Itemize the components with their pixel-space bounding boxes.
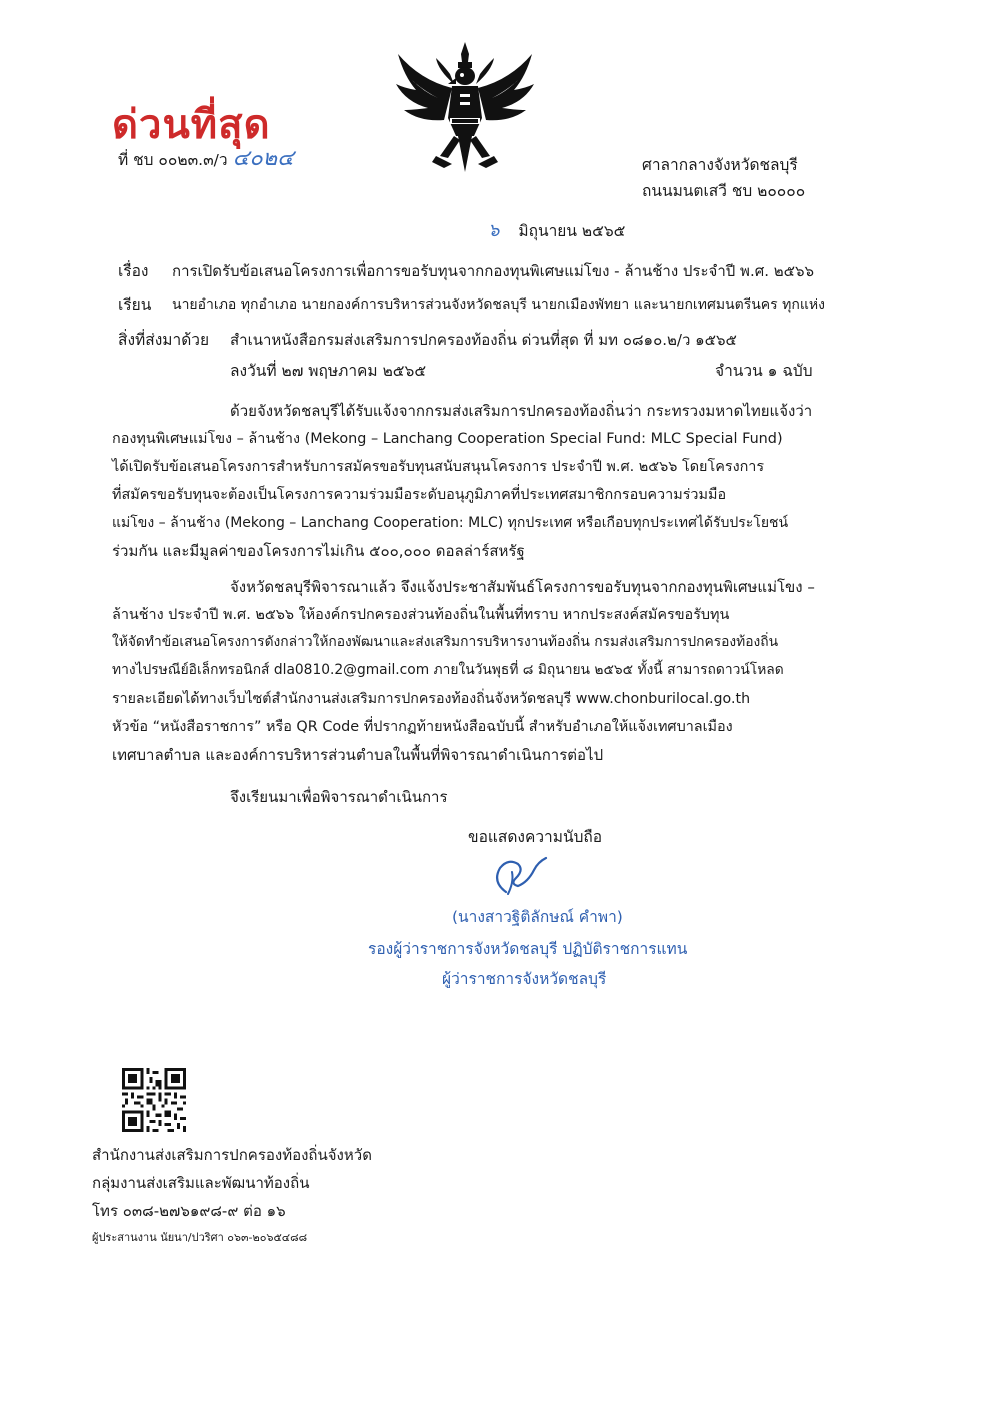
regards-text: ขอแสดงความนับถือ: [468, 828, 603, 846]
urgent-stamp: ด่วนที่สุด: [112, 101, 271, 148]
footer-coordinator: ผู้ประสานงาน นัยนา/ปวริศา ๐๖๓-๒๐๖๕๔๘๘: [92, 1231, 308, 1244]
reference-handwritten-number: ๔๐๒๔: [232, 146, 294, 171]
signatory-title-2: ผู้ว่าราชการจังหวัดชลบุรี: [442, 970, 607, 988]
footer-phone: โทร ๐๓๘-๒๗๖๑๙๘-๙ ต่อ ๑๖: [92, 1202, 286, 1220]
footer-office: สำนักงานส่งเสริมการปกครองท้องถิ่นจังหวัด: [92, 1146, 372, 1164]
paragraph-line: รายละเอียดได้ทางเว็บไซต์สำนักงานส่งเสริมการปกครองท้องถิ่นจังหวัดชลบุรี www.chonburilocal.go.th: [112, 691, 751, 707]
document-date: [488, 222, 625, 240]
paragraph-line: ให้จัดทำข้อเสนอโครงการดังกล่าวให้กองพัฒนาและส่งเสริมการบริหารงานท้องถิ่น กรมส่งเสริมการปกครองท้องถิ่น: [112, 634, 779, 650]
footer-division: กลุ่มงานส่งเสริมและพัฒนาท้องถิ่น: [92, 1174, 310, 1192]
subject-text: การเปิดรับข้อเสนอโครงการเพื่อการขอรับทุนจากกองทุนพิเศษแม่โขง - ล้านช้าง ประจำปี พ.ศ. ๒๕๖๖: [172, 262, 815, 280]
enclosure-line2: ลงวันที่ ๒๗ พฤษภาคม ๒๕๖๕: [230, 362, 427, 380]
paragraph-line: ที่สมัครขอรับทุนจะต้องเป็นโครงการความร่วมมือระดับอนุภูมิภาคที่ประเทศสมาชิกกรอบความร่วมมือ: [112, 487, 727, 503]
paragraph-line: กองทุนพิเศษแม่โขง – ล้านช้าง (Mekong – Lanchang Cooperation Special Fund: MLC Special Fund): [112, 431, 783, 447]
qr-code-icon: [122, 1068, 186, 1132]
signature-mark: [488, 852, 558, 902]
paragraph-line: ทางไปรษณีย์อิเล็กทรอนิกส์ dla0810.2@gmail.com ภายในวันพุธที่ ๘ มิถุนายน ๒๕๖๕ ทั้งนี้ สามารถดาวน์โหลด: [112, 662, 784, 678]
paragraph-line: ได้เปิดรับข้อเสนอโครงการสำหรับการสมัครขอรับทุนสนับสนุนโครงการ ประจำปี พ.ศ. ๒๕๖๖ โดยโครงการ: [112, 459, 765, 475]
paragraph-line: ร่วมกัน และมีมูลค่าของโครงการไม่เกิน ๕๐๐,๐๐๐ ดอลล่าร์สหรัฐ: [112, 542, 525, 560]
paragraph-line: หัวข้อ “หนังสือราชการ” หรือ QR Code ที่ปรากฏท้ายหนังสือฉบับนี้ สำหรับอำเภอให้แจ้งเทศบาลเมือง: [112, 719, 733, 735]
recipient-label: เรียน: [118, 296, 152, 314]
garuda-emblem-icon: [390, 40, 540, 180]
office-address-line1: ศาลากลางจังหวัดชลบุรี: [642, 156, 798, 174]
enclosure-count: จำนวน ๑ ฉบับ: [715, 362, 813, 380]
closing-line: จึงเรียนมาเพื่อพิจารณาดำเนินการ: [230, 788, 448, 806]
signatory-title-1: รองผู้ว่าราชการจังหวัดชลบุรี ปฏิบัติราชการแทน: [368, 940, 688, 958]
date-month-year: มิถุนายน ๒๕๖๕: [518, 222, 626, 240]
enclosure-label: สิ่งที่ส่งมาด้วย: [118, 331, 210, 349]
date-day-handwritten: ๖: [488, 220, 500, 241]
paragraph-line: แม่โขง – ล้านช้าง (Mekong – Lanchang Cooperation: MLC) ทุกประเทศ หรือเกือบทุกประเทศได้รับประโยชน์: [112, 515, 789, 531]
enclosure-line1: สำเนาหนังสือกรมส่งเสริมการปกครองท้องถิ่น ด่วนที่สุด ที่ มท ๐๘๑๐.๒/ว ๑๕๖๕: [230, 331, 737, 349]
recipient-text: นายอำเภอ ทุกอำเภอ นายกองค์การบริหารส่วนจังหวัดชลบุรี นายกเมืองพัทยา และนายกเทศมนตรีนคร ทุกแห่ง: [172, 297, 825, 313]
paragraph-line: จังหวัดชลบุรีพิจารณาแล้ว จึงแจ้งประชาสัมพันธ์โครงการขอรับทุนจากกองทุนพิเศษแม่โขง –: [230, 578, 815, 596]
office-address-line2: ถนนมนตเสวี ชบ ๒๐๐๐๐: [642, 182, 806, 200]
paragraph-line: เทศบาลตำบล และองค์การบริหารส่วนตำบลในพื้นที่พิจารณาดำเนินการต่อไป: [112, 746, 604, 764]
paragraph-line: ด้วยจังหวัดชลบุรีได้รับแจ้งจากกรมส่งเสริมการปกครองท้องถิ่นว่า กระทรวงมหาดไทยแจ้งว่า: [230, 402, 813, 420]
subject-label: เรื่อง: [118, 262, 149, 280]
reference-number: [118, 148, 294, 170]
signatory-name: (นางสาวฐิติลักษณ์ คำพา): [452, 908, 623, 926]
reference-prefix: ที่ ชบ ๐๐๒๓.๓/ว: [118, 151, 228, 169]
paragraph-line: ล้านช้าง ประจำปี พ.ศ. ๒๕๖๖ ให้องค์กรปกครองส่วนท้องถิ่นในพื้นที่ทราบ หากประสงค์สมัครขอรับทุน: [112, 607, 730, 623]
